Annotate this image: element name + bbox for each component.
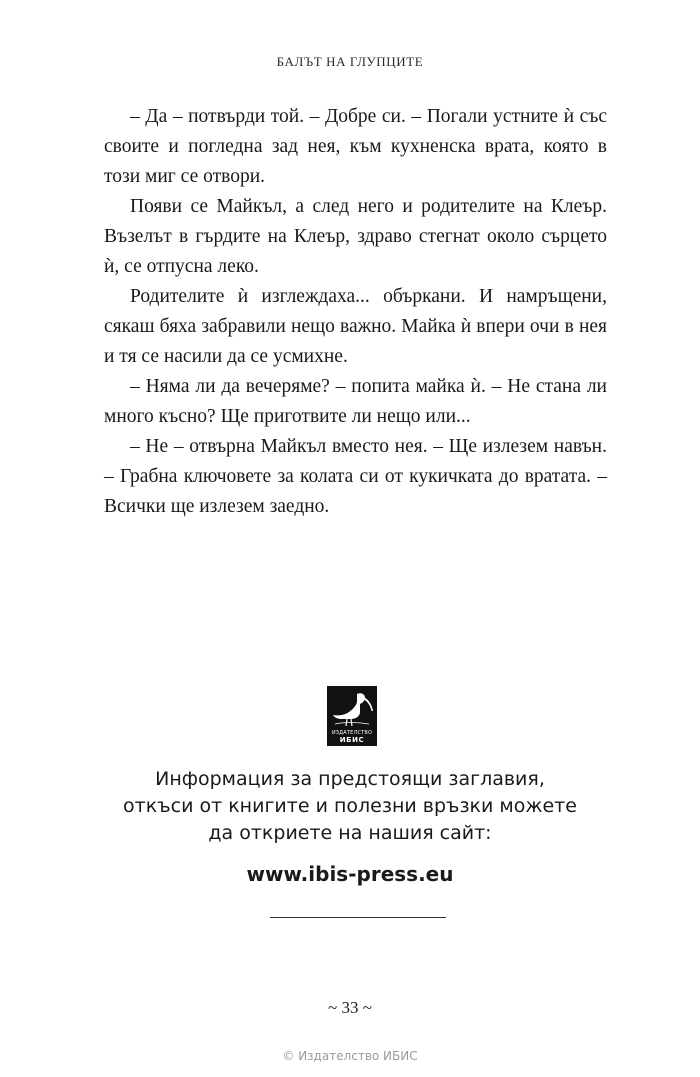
page-number: ~ 33 ~	[328, 998, 372, 1017]
logo-text-name: ИБИС	[339, 736, 365, 744]
logo-text-publisher: ИЗДАТЕЛСТВО	[331, 730, 373, 736]
website-link[interactable]: www.ibis-press.eu	[246, 862, 454, 886]
promo-line: да откриете на нашия сайт:	[208, 822, 492, 844]
promo-line: откъси от книгите и полезни връзки можете	[123, 795, 577, 817]
paragraph: – Да – потвърди той. – Добре си. – Погали устните ѝ със своите и погледна зад нея, към кухненска врата, която в този миг се отвори.	[104, 106, 607, 187]
body-text	[104, 102, 607, 522]
divider	[270, 917, 446, 918]
paragraph: Родителите ѝ изглеждаха... объркани. И намръщени, сякаш бяха забравили нещо важно. Майка ѝ впери очи в нея и тя се насили да се усмихне.	[104, 286, 607, 367]
paragraph: Появи се Майкъл, а след него и родителите на Клеър. Възелът в гърдите на Клеър, здраво стегнат около сърцето ѝ, се отпусна леко.	[104, 196, 607, 277]
ibis-bird-icon	[327, 686, 377, 730]
publisher-logo	[327, 686, 377, 746]
paragraph: – Не – отвърна Майкъл вместо нея. – Ще излезем навън. – Грабна ключовете за колата си от кукичката до вратата. – Всички ще излезем заедно.	[104, 436, 607, 517]
copyright-notice: © Издателство ИБИС	[282, 1049, 418, 1063]
promo-line: Информация за предстоящи заглавия,	[155, 768, 545, 790]
running-header: БАЛЪТ НА ГЛУПЦИТЕ	[276, 54, 424, 69]
paragraph: – Няма ли да вечеряме? – попита майка ѝ. – Не стана ли много късно? Ще приготвите ли нещо или...	[104, 376, 607, 427]
promo-text	[0, 766, 700, 847]
